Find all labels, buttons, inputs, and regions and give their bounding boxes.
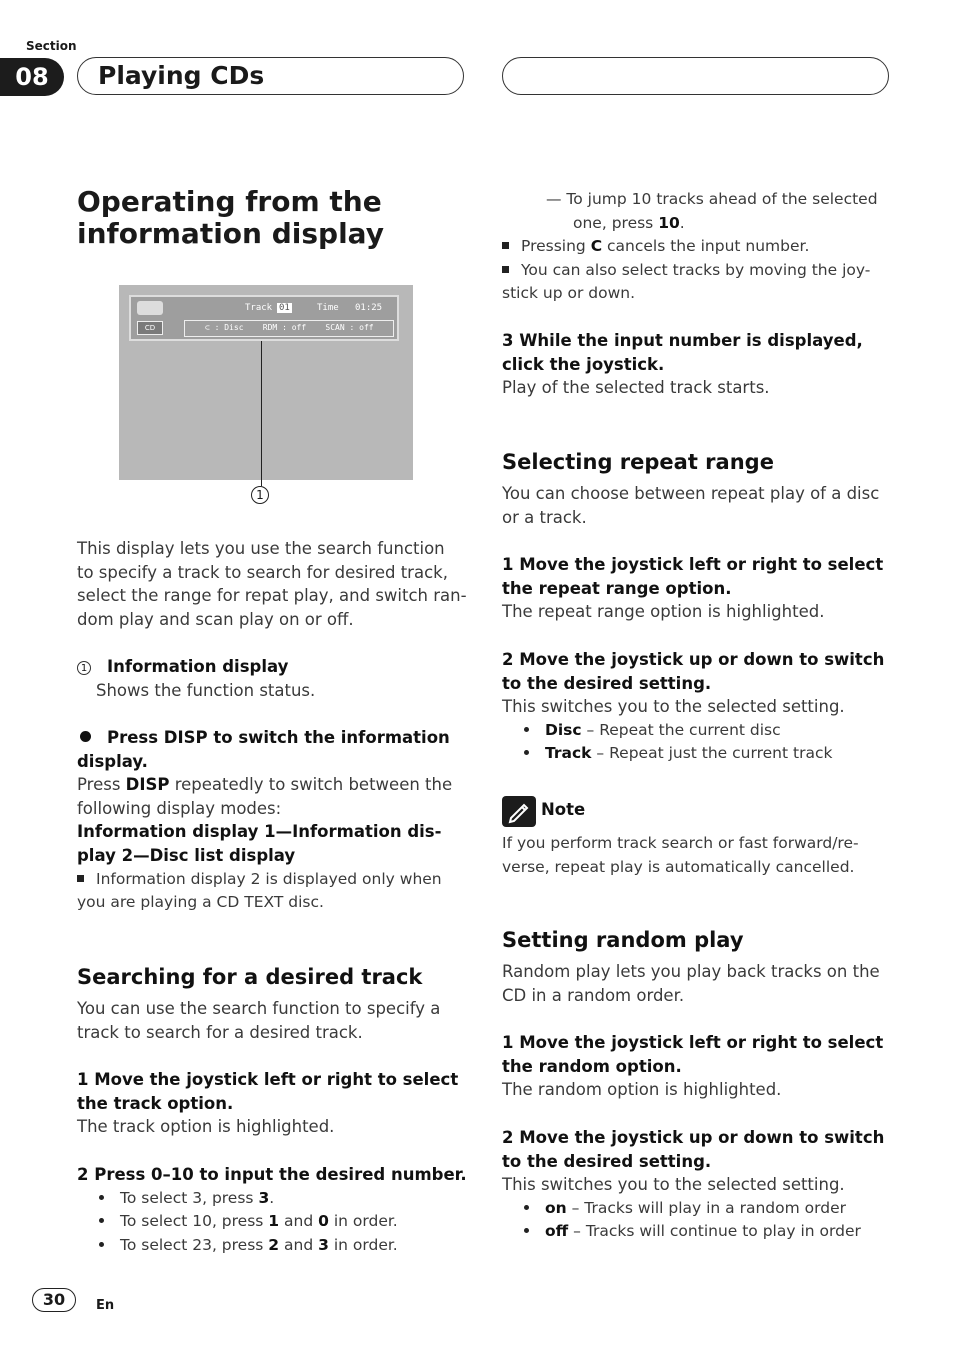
text: one, press — [573, 213, 659, 232]
step-body: The random option is highlighted. — [502, 1080, 782, 1100]
step-body: The track option is highlighted. — [77, 1117, 335, 1137]
text: To select 23, press — [120, 1235, 269, 1254]
step-body: Play of the selected track starts. — [502, 378, 770, 398]
text: Pressing — [521, 237, 591, 256]
lcd-status-box — [184, 320, 394, 337]
empty-header-box — [502, 57, 889, 95]
disc-icon — [137, 301, 163, 315]
text: and — [279, 1235, 319, 1254]
callout-number: 1 — [251, 486, 269, 504]
step-body: This switches you to the selected setting. — [502, 697, 845, 717]
text: . — [679, 213, 685, 232]
step-heading: the track option. — [77, 1093, 234, 1113]
step-heading: the random option. — [502, 1056, 682, 1076]
legend-desc: Shows the function status. — [96, 680, 316, 700]
legend — [77, 655, 467, 702]
text: Information display 2 is displayed only when — [96, 869, 442, 888]
bullet-icon — [99, 1195, 104, 1200]
text: You can also select tracks by moving the joy- — [521, 260, 871, 279]
lcd-time-value: 01:25 — [355, 303, 383, 313]
step-heading: click the joystick. — [502, 354, 665, 374]
step-heading: 2 Move the joystick up or down to switch — [502, 649, 885, 669]
text-line: to specify a track to search for desired track, — [77, 562, 448, 582]
text: cancels the input number. — [602, 237, 810, 256]
text: in order. — [328, 1212, 398, 1231]
text: . — [269, 1188, 275, 1207]
option-key: off — [545, 1222, 569, 1241]
pencil-icon — [502, 796, 536, 827]
step-body: This switches you to the selected setting. — [502, 1175, 845, 1195]
key-label: 3 — [258, 1188, 270, 1207]
display-modes: play 2—Disc list display — [77, 845, 296, 865]
repeat-section — [502, 482, 897, 766]
text-line: You can use the search function to specify a — [77, 999, 441, 1018]
bullet-icon — [99, 1242, 104, 1247]
right-top-notes — [502, 188, 897, 400]
search-section — [77, 997, 472, 1257]
text-line: — To jump 10 tracks ahead of the selected — [546, 190, 878, 208]
text: To select 10, press — [120, 1212, 269, 1231]
random-section — [502, 960, 897, 1244]
text-line: Random play lets you play back tracks on the — [502, 962, 880, 981]
heading-random: Setting random play — [502, 928, 744, 952]
text-line: track to search for a desired track. — [77, 1022, 363, 1042]
cd-source-label: CD — [137, 321, 163, 335]
key-label: DISP — [125, 775, 170, 795]
note-label: Note — [541, 800, 586, 819]
bullet-icon — [99, 1218, 104, 1223]
key-label: 2 — [268, 1235, 280, 1254]
step-body: The repeat range option is highlighted. — [502, 602, 825, 622]
note-text — [502, 832, 897, 879]
note-pencil-icon — [502, 796, 536, 827]
step-heading: 1 Move the joystick left or right to select — [77, 1070, 459, 1090]
key-label: 10 — [658, 213, 680, 232]
square-bullet-icon — [502, 266, 509, 273]
option-key: Disc — [545, 720, 582, 739]
bullet-icon — [524, 727, 529, 732]
lcd-time-label: Time — [317, 303, 339, 313]
text: To select 3, press — [120, 1188, 259, 1207]
option-key: on — [545, 1198, 567, 1217]
step-heading: to the desired setting. — [502, 1151, 712, 1171]
step-text: Press DISP to switch the information — [107, 728, 450, 747]
legend-title: Information display — [107, 657, 289, 676]
lcd-panel — [129, 295, 399, 341]
step-heading: to the desired setting. — [502, 673, 712, 693]
key-label: 3 — [318, 1235, 329, 1254]
text-line: CD in a random order. — [502, 985, 685, 1005]
option-desc: – Tracks will continue to play in order — [568, 1222, 861, 1241]
legend-number: 1 — [77, 661, 91, 675]
step-heading: 2 Press 0–10 to input the desired number. — [77, 1164, 467, 1184]
option-desc: – Repeat just the current track — [591, 744, 833, 763]
step-heading: the repeat range option. — [502, 578, 732, 598]
bullet-icon — [524, 1205, 529, 1210]
text: in order. — [328, 1235, 398, 1254]
section-label: Section — [26, 39, 77, 53]
list-item — [502, 1220, 897, 1244]
list-item — [77, 1187, 472, 1211]
page-title-line: Operating from the — [77, 185, 382, 218]
page-title — [77, 186, 477, 250]
text: Press — [77, 775, 126, 795]
key-label: 1 — [268, 1212, 280, 1231]
step-heading: 2 Move the joystick up or down to switch — [502, 1127, 885, 1147]
step-heading: 1 Move the joystick left or right to select — [502, 555, 884, 575]
text-line: You can choose between repeat play of a disc — [502, 484, 880, 503]
list-item — [502, 1197, 897, 1221]
text: and — [279, 1212, 319, 1231]
callout-leader-line — [261, 341, 262, 486]
disp-instructions — [77, 726, 472, 915]
text-line: select the range for repat play, and switch ran- — [77, 586, 467, 606]
section-title: Playing CDs — [98, 61, 265, 90]
section-number-badge: 08 — [0, 58, 64, 96]
text-line: you are playing a CD TEXT disc. — [77, 893, 324, 912]
list-item — [502, 719, 897, 743]
page-number: 30 — [32, 1288, 76, 1312]
lcd-track-value: 01 — [279, 303, 290, 313]
bullet-icon — [524, 750, 529, 755]
list-item — [77, 1210, 472, 1234]
option-desc: – Tracks will play in a random order — [566, 1198, 846, 1217]
heading-repeat: Selecting repeat range — [502, 450, 774, 474]
text-line: dom play and scan play on or off. — [77, 609, 354, 629]
key-label: C — [590, 237, 603, 256]
bullet-icon — [80, 731, 91, 742]
text-line: stick up or down. — [502, 284, 636, 303]
option-key: Track — [545, 744, 592, 763]
display-modes: Information display 1—Information dis- — [77, 822, 442, 842]
text-line: verse, repeat play is automatically cancelled. — [502, 857, 855, 876]
step-text: display. — [77, 751, 148, 771]
square-bullet-icon — [77, 875, 84, 882]
step-heading: 1 Move the joystick left or right to select — [502, 1033, 884, 1053]
lcd-status-row: ⊂ : Disc RDM : off SCAN : off — [205, 323, 374, 332]
page-title-line: information display — [77, 217, 384, 250]
intro-paragraph — [77, 537, 467, 631]
lcd-track-label: Track — [245, 303, 273, 313]
step-heading: 3 While the input number is displayed, — [502, 330, 863, 350]
text-line: following display modes: — [77, 798, 282, 818]
text-line: This display lets you use the search function — [77, 539, 445, 558]
text-line: If you perform track search or fast forward/re- — [502, 834, 859, 852]
list-item — [77, 1234, 472, 1258]
key-label: 0 — [318, 1212, 329, 1231]
language-code: En — [96, 1298, 115, 1313]
square-bullet-icon — [502, 242, 509, 249]
text: repeatedly to switch between the — [169, 775, 453, 795]
bullet-icon — [524, 1228, 529, 1233]
text-line: or a track. — [502, 507, 587, 527]
list-item — [502, 742, 897, 766]
heading-search: Searching for a desired track — [77, 965, 423, 989]
option-desc: – Repeat the current disc — [581, 720, 781, 739]
